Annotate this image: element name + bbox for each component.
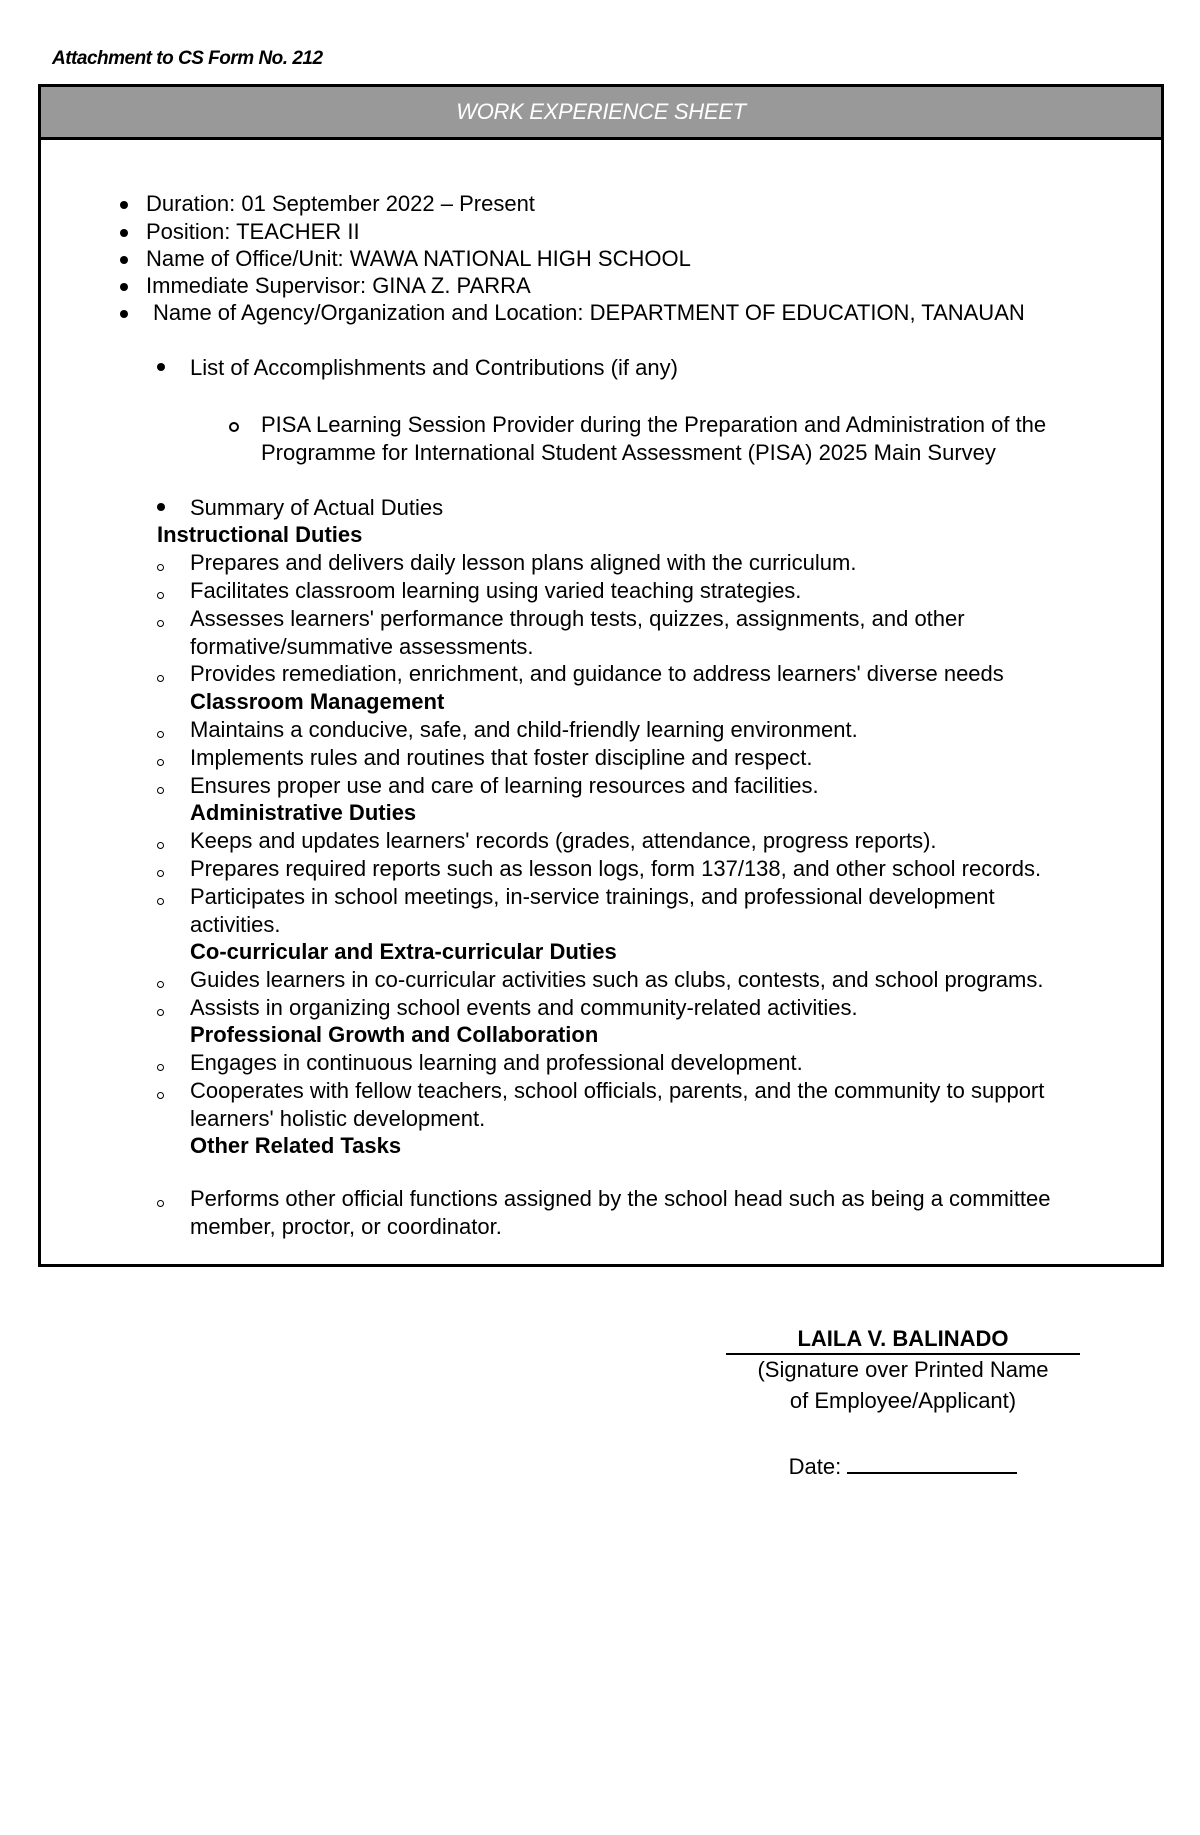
- bullet-icon: [120, 201, 128, 209]
- date-field: [726, 1452, 1080, 1481]
- bullet-icon: [157, 503, 165, 511]
- duty-item-cont: activities.: [190, 912, 281, 937]
- circle-bullet-icon: [157, 1064, 164, 1071]
- duty-item: Performs other official functions assigned by the school head such as being a committee: [190, 1186, 1051, 1211]
- bullet-icon: [157, 363, 165, 371]
- circle-bullet-icon: [157, 759, 164, 766]
- duty-item-cont: formative/summative assessments.: [190, 634, 534, 659]
- professional-title: Professional Growth and Collaboration: [190, 1022, 599, 1047]
- duty-item: Prepares and delivers daily lesson plans aligned with the curriculum.: [190, 550, 857, 575]
- duty-item-cont: member, proctor, or coordinator.: [190, 1214, 502, 1239]
- duty-item: Participates in school meetings, in-service trainings, and professional development: [190, 884, 995, 909]
- classroom-title: Classroom Management: [190, 689, 445, 714]
- circle-bullet-icon: [157, 1200, 164, 1207]
- accomplishment-item: PISA Learning Session Provider during the Preparation and Administration of the: [261, 412, 1047, 437]
- circle-bullet-icon: [157, 731, 164, 738]
- circle-bullet-icon: [157, 787, 164, 794]
- circle-bullet-icon: [157, 870, 164, 877]
- circle-bullet-icon: [157, 898, 164, 905]
- duty-item-cont: learners' holistic development.: [190, 1106, 486, 1131]
- duty-item: Prepares required reports such as lesson logs, form 137/138, and other school records.: [190, 856, 1042, 881]
- bullet-icon: [120, 229, 128, 237]
- instructional-title: Instructional Duties: [157, 522, 363, 547]
- sheet-title: WORK EXPERIENCE SHEET: [41, 87, 1161, 140]
- duty-item: Implements rules and routines that foster discipline and respect.: [190, 745, 813, 770]
- supervisor-text: Immediate Supervisor: GINA Z. PARRA: [146, 273, 531, 298]
- circle-bullet-icon: [157, 842, 164, 849]
- circle-bullet-icon: [157, 620, 164, 627]
- bullet-icon: [120, 256, 128, 264]
- accomplishments-heading: List of Accomplishments and Contributions (if any): [190, 355, 678, 380]
- office-text: Name of Office/Unit: WAWA NATIONAL HIGH SCHOOL: [146, 246, 691, 271]
- duties-heading: Summary of Actual Duties: [190, 495, 444, 520]
- duty-item: Facilitates classroom learning using varied teaching strategies.: [190, 578, 802, 603]
- circle-bullet-icon: [157, 1009, 164, 1016]
- cocurricular-title: Co-curricular and Extra-curricular Duties: [190, 939, 617, 964]
- accomplishment-item-cont: Programme for International Student Assessment (PISA) 2025 Main Survey: [261, 440, 996, 465]
- administrative-title: Administrative Duties: [190, 800, 417, 825]
- duty-item: Assists in organizing school events and community-related activities.: [190, 995, 858, 1020]
- other-title: Other Related Tasks: [190, 1133, 402, 1158]
- employee-name: LAILA V. BALINADO: [726, 1325, 1080, 1355]
- duty-item: Cooperates with fellow teachers, school officials, parents, and the community to support: [190, 1078, 1045, 1103]
- signature-caption-cont: of Employee/Applicant): [789, 1388, 1017, 1413]
- circle-bullet-icon: [157, 1092, 164, 1099]
- signature-caption: (Signature over Printed Name: [757, 1357, 1049, 1382]
- duty-item: Assesses learners' performance through tests, quizzes, assignments, and other: [190, 606, 965, 631]
- circle-bullet-icon: [157, 981, 164, 988]
- duty-item: Provides remediation, enrichment, and guidance to address learners' diverse needs: [190, 661, 1004, 686]
- circle-bullet-icon: [157, 564, 164, 571]
- circle-bullet-icon: [229, 422, 239, 432]
- attachment-label: Attachment to CS Form No. 212: [52, 48, 323, 69]
- duty-item: Engages in continuous learning and professional development.: [190, 1050, 803, 1075]
- circle-bullet-icon: [157, 675, 164, 682]
- bullet-icon: [120, 283, 128, 291]
- circle-bullet-icon: [157, 592, 164, 599]
- duration-text: Duration: 01 September 2022 – Present: [146, 191, 535, 216]
- duty-item: Guides learners in co-curricular activities such as clubs, contests, and school programs.: [190, 967, 1044, 992]
- duty-item: Maintains a conducive, safe, and child-friendly learning environment.: [190, 717, 858, 742]
- position-text: Position: TEACHER II: [146, 219, 360, 244]
- date-blank: [847, 1452, 1017, 1474]
- bullet-icon: [120, 310, 128, 318]
- date-label: Date:: [788, 1454, 842, 1479]
- duty-item: Ensures proper use and care of learning resources and facilities.: [190, 773, 819, 798]
- duty-item: Keeps and updates learners' records (grades, attendance, progress reports).: [190, 828, 937, 853]
- agency-text: Name of Agency/Organization and Location: DEPARTMENT OF EDUCATION, TANAUAN: [153, 300, 1025, 325]
